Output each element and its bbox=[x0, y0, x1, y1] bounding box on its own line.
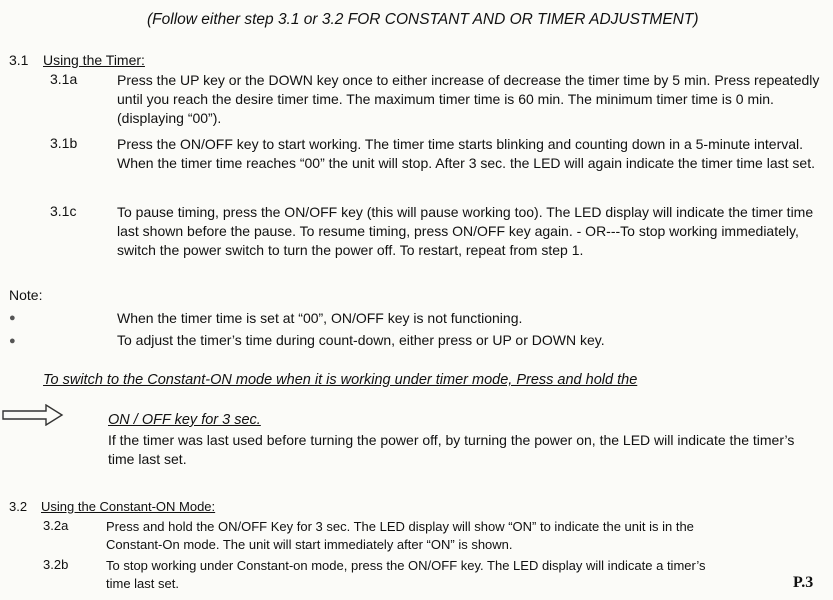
constant-switch-detail: If the timer was last used before turning the power off, by turning the power on, the LED will indicate the timer’s time last set. bbox=[108, 432, 795, 467]
section-heading: Using the Timer: bbox=[43, 52, 145, 68]
bullet-icon: ● bbox=[9, 335, 16, 347]
step-label: 3.1c bbox=[50, 203, 77, 219]
right-arrow-icon bbox=[2, 404, 64, 426]
step-text: To pause timing, press the ON/OFF key (this will pause working too). The LED display will indicate the timer time last shown before the pause. To resume timing, press ON/OFF key again. - OR---To stop working immediately, switch the power switch to turn the power off. To restart, repeat from step 1. bbox=[117, 204, 814, 258]
page-number: P.3 bbox=[793, 574, 814, 591]
step-label: 3.1b bbox=[50, 135, 78, 151]
page-title: (Follow either step 3.1 or 3.2 FOR CONSTANT AND OR TIMER ADJUSTMENT) bbox=[147, 11, 699, 28]
section-number: 3.1 bbox=[9, 52, 29, 68]
section-number: 3.2 bbox=[9, 499, 28, 514]
step-label: 3.1a bbox=[50, 71, 78, 87]
note-label: Note: bbox=[9, 287, 43, 303]
step-text: Press and hold the ON/OFF Key for 3 sec. The LED display will show “ON” to indicate the unit is in the Constant-On mode. The unit will start immediately after “ON” is shown. bbox=[106, 519, 694, 552]
step-label: 3.2a bbox=[43, 518, 69, 533]
note-item: To adjust the timer’s time during count-down, either press or UP or DOWN key. bbox=[117, 332, 605, 348]
step-label: 3.2b bbox=[43, 557, 69, 572]
step-text: Press the UP key or the DOWN key once to either increase of decrease the timer time by 5 min. Press repeatedly until you reach the desire timer time. The maximum timer time is 60 min. The minimum timer time is 0 min. (displaying “00”). bbox=[117, 72, 820, 126]
key-instruction: ON / OFF key for 3 sec. bbox=[108, 412, 261, 428]
section-heading: Using the Constant-ON Mode: bbox=[41, 499, 216, 514]
step-text: To stop working under Constant-on mode, press the ON/OFF key. The LED display will indicate a timer’s time last set. bbox=[106, 558, 706, 591]
constant-switch-intro: To switch to the Constant-ON mode when it is working under timer mode, Press and hold the bbox=[43, 372, 638, 388]
note-item: When the timer time is set at “00”, ON/OFF key is not functioning. bbox=[117, 310, 523, 326]
step-text: Press the ON/OFF key to start working. The timer time starts blinking and counting down in a 5-minute interval. When the timer time reaches “00” the unit will stop. After 3 sec. the LED will again indicate the timer time last set. bbox=[117, 136, 815, 171]
bullet-icon: ● bbox=[9, 312, 16, 324]
